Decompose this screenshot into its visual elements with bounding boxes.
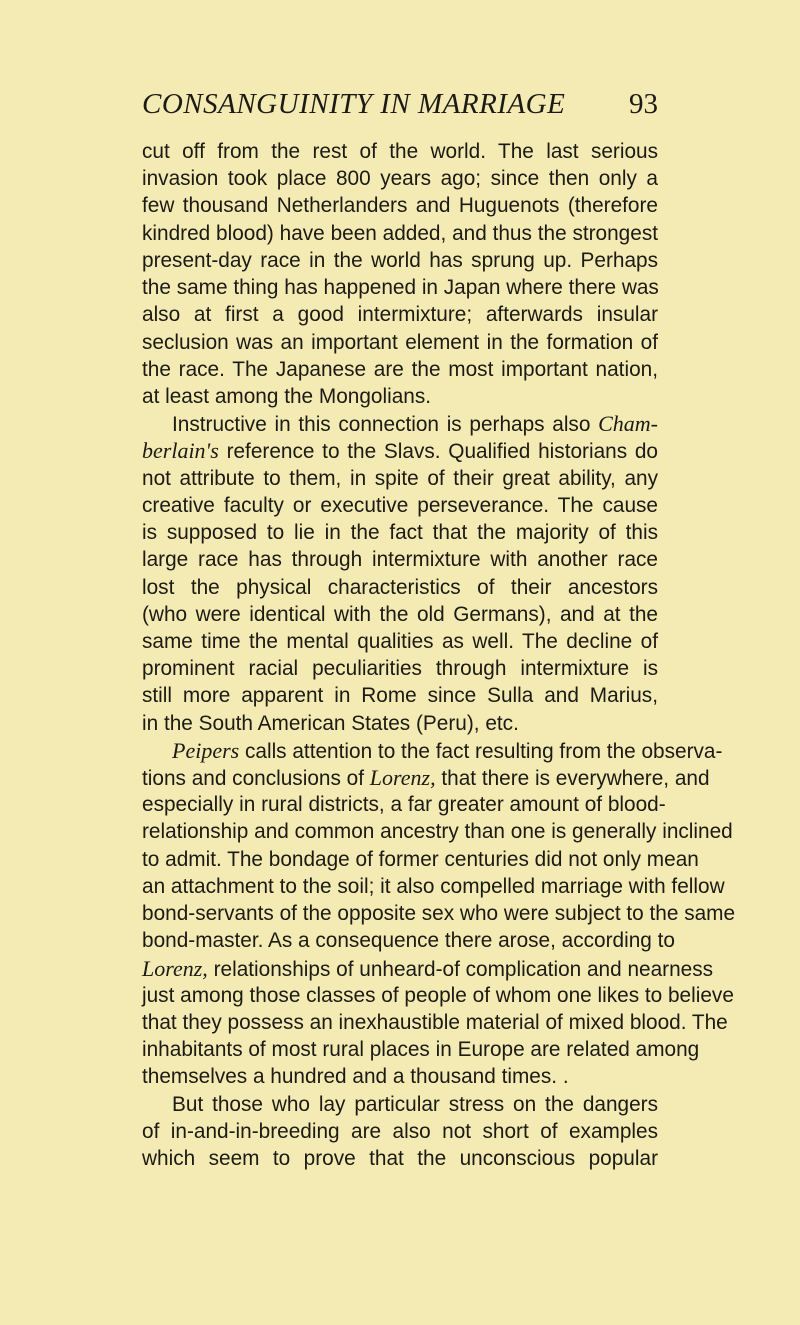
text-line: bond-master. As a consequence there arose, according to [142,929,675,953]
text-run: that there is everywhere, and [435,767,710,791]
text-line [142,955,714,982]
text-line: present-day race in the world has sprung up. Perhaps [142,248,658,272]
text-line: especially in rural districts, a far greater amount of blood- [142,793,666,817]
text-line: the same thing has happened in Japan where there was [142,276,659,300]
cited-author-name: Lorenz, [142,955,208,981]
body-text [142,138,736,1172]
text-run: Instructive in this connection is perhaps also [172,413,599,437]
text-line: prominent racial peculiarities through intermixture is [142,657,658,681]
cited-author-name: Cham- [598,411,658,437]
text-line: not attribute to them, in spite of their great ability, any [142,466,658,490]
text-line [142,410,658,437]
text-line: relationship and common ancestry than one is generally inclined [142,820,733,844]
text-line: an attachment to the soil; it also compelled marriage with fellow [142,874,725,898]
text-line [142,437,658,464]
cited-author-name: berlain's [142,438,219,464]
text-line: at least among the Mongolians. [142,384,432,408]
text-line: also at first a good intermixture; afterwards insular [142,303,658,327]
text-line: inhabitants of most rural places in Europe are related among [142,1038,700,1062]
page-number: 93 [629,88,658,120]
text-run: calls attention to the fact resulting from the observa- [239,739,723,763]
text-run: relationships of unheard-of complication and nearness [207,957,714,981]
running-head [142,88,658,128]
text-run: tions and conclusions of [142,767,370,791]
cited-author-name: Lorenz, [369,765,436,791]
text-line: themselves a hundred and a thousand times. . [142,1065,569,1089]
text-line: is supposed to lie in the fact that the majority of this [142,521,658,545]
text-line: (who were identical with the old Germans), and at the [142,602,658,626]
text-line [142,764,710,791]
text-line: same time the mental qualities as well. The decline of [142,629,658,653]
text-line: kindred blood) have been added, and thus the strongest [142,221,658,245]
text-line [142,737,723,764]
text-line: of in-and-in-breeding are also not short of examples [142,1119,658,1143]
text-line: seclusion was an important element in the formation of [142,330,658,354]
text-line: just among those classes of people of whom one likes to believe [142,983,734,1007]
text-line: bond-servants of the opposite sex who were subject to the same [142,902,736,926]
text-line: few thousand Netherlanders and Huguenots (therefore [142,194,658,218]
text-line: creative faculty or executive perseverance. The cause [142,493,658,517]
text-line: which seem to prove that the unconscious popular [142,1147,658,1171]
text-line: But those who lay particular stress on the dangers [172,1092,658,1116]
text-run: reference to the Slavs. Qualified historians do [218,440,658,464]
text-line: in the South American States (Peru), etc. [142,711,519,735]
text-line: cut off from the rest of the world. The last serious [142,140,658,163]
text-line: still more apparent in Rome since Sulla and Marius, [142,684,658,708]
text-line: that they possess an inexhaustible material of mixed blood. The [142,1011,728,1034]
running-title: CONSANGUINITY IN MARRIAGE [142,88,566,120]
text-line: to admit. The bondage of former centuries did not only mean [142,847,699,871]
text-line: lost the physical characteristics of their ancestors [142,575,658,599]
text-line: large race has through intermixture with another race [142,548,658,572]
cited-author-name: Peipers [172,737,240,763]
text-line: invasion took place 800 years ago; since then only a [142,167,658,191]
text-line: the race. The Japanese are the most important nation, [142,357,658,381]
